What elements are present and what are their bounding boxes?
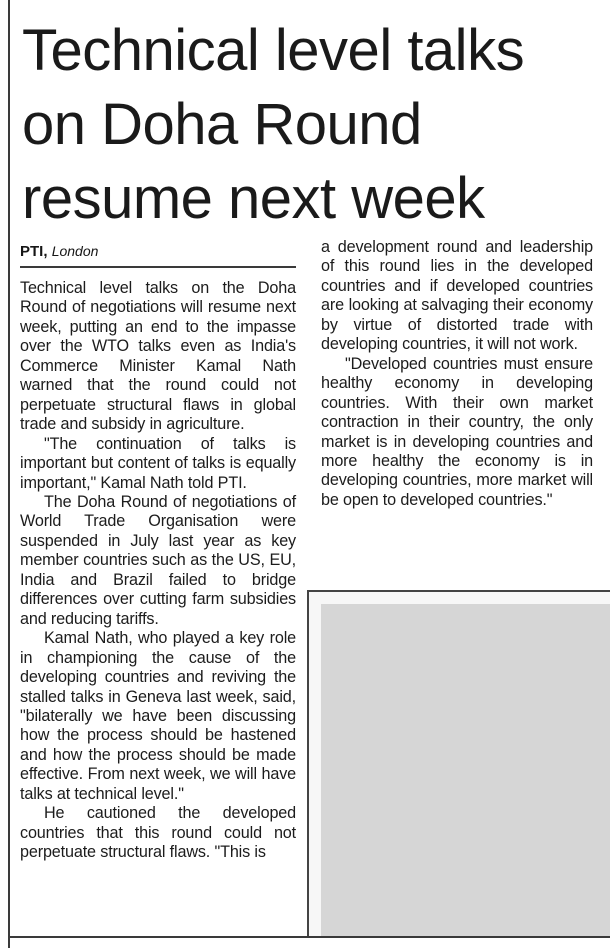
byline-agency: PTI,	[20, 243, 48, 260]
bottom-rule	[8, 936, 610, 938]
paragraph: He cautioned the developed countries that this round could not perpetuate structural flaws. "This is	[20, 804, 296, 862]
byline	[20, 241, 98, 262]
left-column-rule	[8, 0, 10, 948]
paragraph: "Developed countries must ensure healthy economy in developing countries. With their own market contraction in their country, the only market is in developing countries and more healthy the economy is in developing countries, more market will be open to developed countries."	[321, 354, 593, 509]
article-column-right	[321, 238, 593, 510]
paragraph: a development round and leadership of this round lies in the developed countries and if developed countries are looking at salvaging their economy by virtue of distorted trade with developing countries, it will not work.	[321, 238, 593, 354]
paragraph: Technical level talks on the Doha Round of negotiations will resume next week, putting an end to the impasse over the WTO talks even as India's Commerce Minister Kamal Nath warned that the round could not perpetuate structural flaws in global trade and subsidy in agriculture.	[20, 279, 296, 434]
byline-rule	[20, 266, 296, 268]
byline-city: London	[51, 243, 99, 259]
article-column-left	[20, 279, 296, 863]
photo-placeholder	[321, 604, 610, 936]
paragraph: Kamal Nath, who played a key role in championing the cause of the developing countries and reviving the stalled talks in Geneva last week, said, "bilaterally we have been discussing how the process should be hastened and how the process should be made effective. From next week, we will have talks at technical level."	[20, 629, 296, 803]
paragraph: "The continuation of talks is important but content of talks is equally important," Kamal Nath told PTI.	[20, 434, 296, 492]
headline-line: on Doha Round	[22, 92, 422, 157]
headline-line: Technical level talks	[22, 18, 525, 83]
paragraph: The Doha Round of negotiations of World Trade Organisation were suspended in July last year as key member countries such as the US, EU, India and Brazil failed to bridge differences over cutting farm subsidies and reducing tariffs.	[20, 492, 296, 628]
headline-line: resume next week	[22, 166, 485, 231]
headline	[22, 14, 610, 236]
